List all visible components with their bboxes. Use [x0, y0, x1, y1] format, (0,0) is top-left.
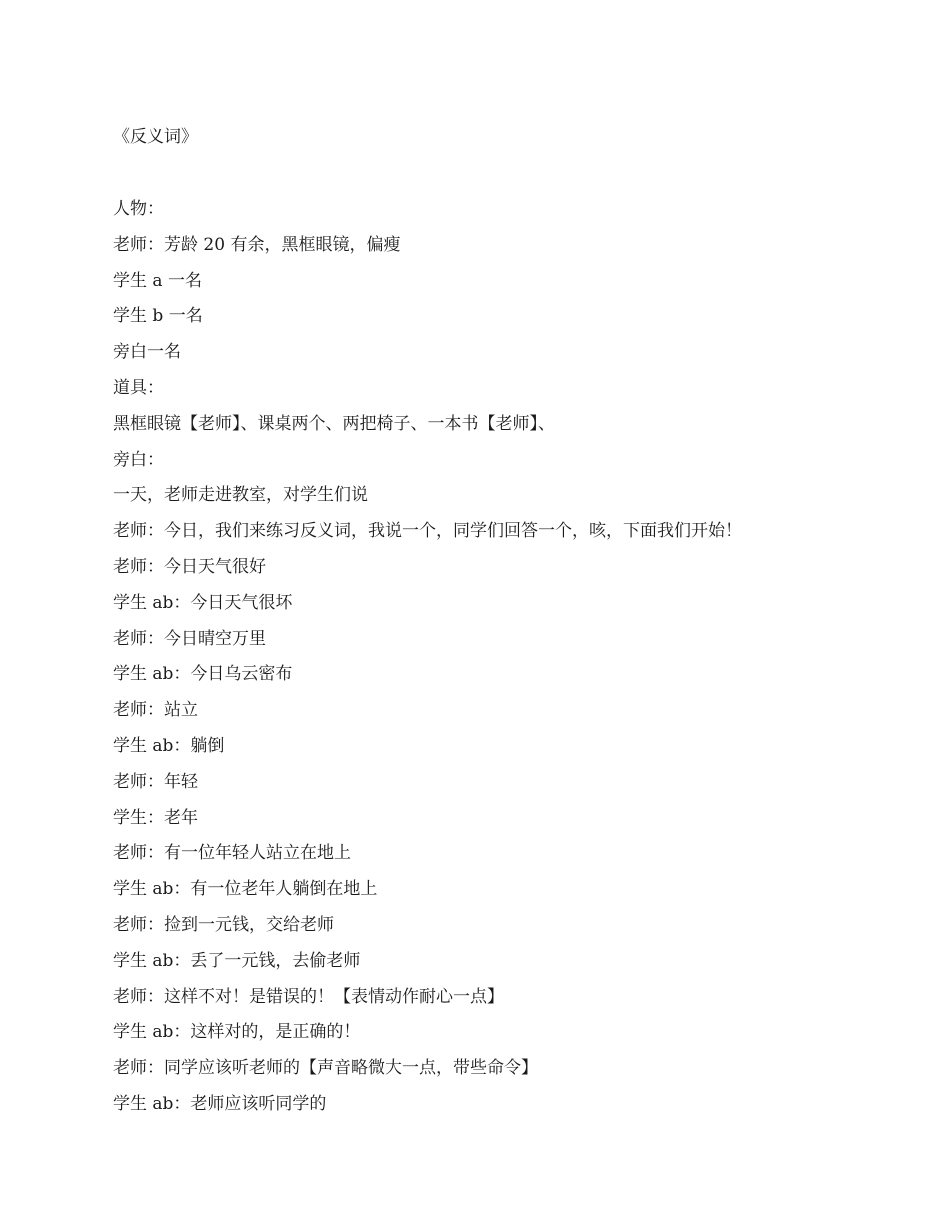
script-line: 老师：年轻: [113, 771, 198, 792]
script-line: 老师：有一位年轻人站立在地上: [113, 843, 351, 864]
script-line: 学生 ab：老师应该听同学的: [113, 1093, 327, 1114]
script-line: 学生：老年: [113, 807, 198, 828]
script-line: 黑框眼镜【老师】、课桌两个、两把椅子、一本书【老师】、: [113, 413, 555, 434]
script-line: 老师：今日天气很好: [113, 556, 266, 577]
script-line: 学生 a 一名: [113, 270, 202, 291]
script-lines: [113, 196, 742, 1127]
script-line: 老师：这样不对！是错误的！【表情动作耐心一点】: [113, 986, 504, 1007]
script-line: 旁白一名: [113, 342, 181, 363]
script-line: 老师：今日，我们来练习反义词，我说一个，同学们回答一个，咳，下面我们开始！: [113, 521, 742, 542]
script-line: 老师：捡到一元钱，交给老师: [113, 914, 334, 935]
script-line-cast-heading: 人物：: [113, 199, 164, 219]
document-title: 《反义词》: [113, 127, 198, 147]
script-line-narration-heading: 旁白：: [113, 449, 164, 470]
script-line: 学生 ab：躺倒: [113, 735, 225, 756]
script-line: 老师：芳龄 20 有余，黑框眼镜，偏瘦: [113, 234, 401, 255]
script-line: 学生 ab：丢了一元钱，去偷老师: [113, 950, 361, 971]
script-line-props-heading: 道具：: [113, 377, 164, 398]
script-line: 老师：同学应该听老师的【声音略微大一点，带些命令】: [113, 1058, 538, 1079]
script-line: 老师：今日晴空万里: [113, 628, 266, 649]
script-line: 一天，老师走进教室，对学生们说: [113, 485, 368, 506]
script-line: 老师：站立: [113, 700, 198, 721]
script-line: 学生 b 一名: [113, 306, 203, 327]
script-line: 学生 ab：这样对的，是正确的！: [113, 1022, 361, 1043]
script-line: 学生 ab：有一位老年人躺倒在地上: [113, 879, 378, 900]
script-line: 学生 ab：今日乌云密布: [113, 664, 293, 685]
script-line: 学生 ab：今日天气很坏: [113, 592, 293, 613]
